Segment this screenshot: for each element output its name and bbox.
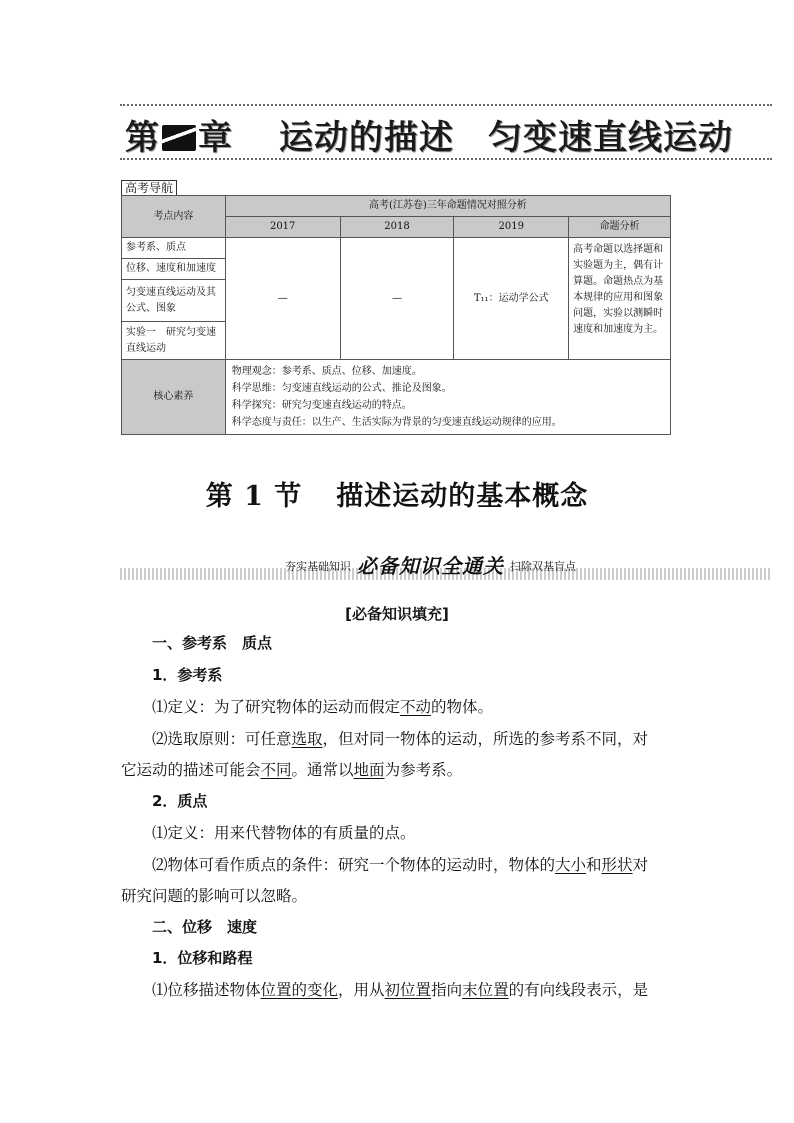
cell-2019: T₁₁：运动学公式: [454, 238, 569, 360]
banner-center-text: 必备知识全通关: [357, 554, 504, 578]
subheading-reference-frame: 1．参考系: [152, 666, 223, 684]
paragraph-selection-rule-cont: 它运动的描述可能会不同。通常以地面为参考系。: [121, 761, 463, 779]
underlined-term: 不动: [400, 698, 432, 716]
year-2017-header: 2017: [225, 217, 340, 238]
section-number: 第 1 节: [205, 481, 303, 512]
cell-2017: —: [225, 238, 340, 360]
chapter-title-a: 运动的描述: [279, 118, 454, 158]
table-header-row: [122, 196, 671, 217]
paragraph-particle-definition: ⑴定义：用来代替物体的有质量的点。: [152, 824, 416, 842]
banner-left-text: 夯实基础知识: [285, 560, 351, 573]
chapter-number-mark: [162, 125, 196, 151]
analysis-header: 命题分析: [569, 217, 671, 238]
exam-guide-table: [121, 195, 671, 435]
topic-cell: 位移、速度和加速度: [122, 259, 226, 280]
underlined-term: 位置的变化: [260, 981, 339, 999]
underlined-term: 地面: [353, 761, 385, 779]
year-2019-header: 2019: [454, 217, 569, 238]
subheading-particle: 2．质点: [152, 792, 208, 810]
literacy-line: 科学态度与责任：以生产、生活实际为背景的匀变速直线运动规律的应用。: [231, 417, 562, 428]
underlined-term: 末位置: [462, 981, 509, 999]
underlined-term: 大小: [555, 856, 587, 874]
literacy-label: 核心素养: [122, 360, 226, 435]
topic-cell: 匀变速直线运动及其公式、图象: [122, 280, 226, 322]
underlined-term: 选取: [291, 730, 323, 748]
analysis-cell: 高考命题以选择题和实验题为主，偶有计算题。命题热点为基本规律的应用和图象问题，实验以测瞬时速度和加速度为主。: [569, 238, 671, 360]
header-dotted-rule: [120, 104, 772, 106]
topic-col-header: 考点内容: [122, 196, 226, 238]
section-name: 描述运动的基本概念: [336, 481, 589, 512]
paragraph-particle-condition-cont: 研究问题的影响可以忽略。: [121, 887, 308, 905]
exam-guide-label: 高考导航: [121, 180, 177, 195]
paragraph-definition: ⑴定义：为了研究物体的运动而假定不动的物体。: [152, 698, 494, 716]
paragraph-selection-rule: ⑵选取原则：可任意选取，但对同一物体的运动，所选的参考系不同，对: [152, 730, 649, 748]
chapter-suffix: 章: [198, 118, 233, 158]
underlined-term: 不同: [260, 761, 292, 779]
paragraph-displacement: ⑴位移描述物体位置的变化，用从初位置指向末位置的有向线段表示，是: [152, 981, 649, 999]
knowledge-banner: [120, 548, 772, 580]
banner-right-text: 扫除双基盲点: [510, 560, 576, 573]
heading-reference-frame: 一、参考系 质点: [152, 634, 273, 652]
table-row: [122, 238, 671, 259]
topic-cell: 参考系、质点: [122, 238, 226, 259]
header-dotted-rule-bottom: [120, 158, 772, 160]
literacy-line: 物理观念：参考系、质点、位移、加速度。: [231, 366, 422, 377]
literacy-cell: [225, 360, 670, 435]
literacy-row: [122, 360, 671, 435]
underlined-term: 形状: [601, 856, 633, 874]
chapter-title-b: 匀变速直线运动: [488, 118, 733, 158]
literacy-line: 科学思维：匀变速直线运动的公式、推论及图象。: [231, 383, 452, 394]
subheading-displacement-path: 1．位移和路程: [152, 949, 253, 967]
chapter-heading: [125, 110, 775, 158]
chapter-prefix: 第: [125, 118, 160, 158]
paragraph-particle-condition: ⑵物体可看作质点的条件：研究一个物体的运动时，物体的大小和形状对: [152, 856, 649, 874]
topic-cell: 实验一 研究匀变速直线运动: [122, 322, 226, 360]
heading-displacement-velocity: 二、位移 速度: [152, 918, 258, 936]
year-2018-header: 2018: [340, 217, 454, 238]
cell-2018: —: [340, 238, 454, 360]
section-title: [0, 474, 794, 513]
literacy-line: 科学探究：研究匀变速直线运动的特点。: [231, 400, 412, 411]
analysis-group-header: 高考(江苏卷)三年命题情况对照分析: [225, 196, 670, 217]
underlined-term: 初位置: [384, 981, 432, 999]
subsection-bracket-title: [必备知识填充]: [345, 605, 449, 623]
